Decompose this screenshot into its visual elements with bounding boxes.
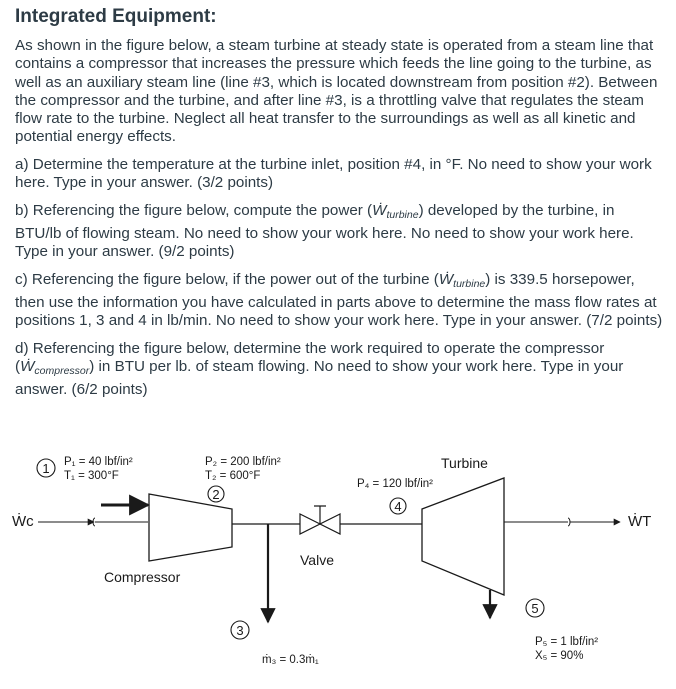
page-title: Integrated Equipment: <box>15 6 217 27</box>
state-4-label <box>390 498 406 514</box>
question-c-post: ) is 339.5 horsepower, then use the information you have calculated in parts above to determine the mass flow rates at positions 1, 3 and 4 in lb/min. No need to show your work here. Type in your answer. (7/2 points) <box>15 271 663 329</box>
valve-label: Valve <box>300 552 334 568</box>
turbine-work-symbol: Ẇ$_{turbine}$ <box>372 202 419 222</box>
question-d-pre: d) Referencing the figure below, determine the work required to operate the compressor ( <box>15 340 605 376</box>
x5-value: X₅ = 90% <box>535 650 584 662</box>
compressor-shape <box>149 494 232 561</box>
turbine-label: Turbine <box>441 455 488 471</box>
turbine-work-output-label: ẆT <box>628 513 652 530</box>
svg-text:1: 1 <box>42 461 50 476</box>
question-b <box>15 202 665 261</box>
system-diagram <box>0 448 676 689</box>
p4-value: P₄ = 120 lbf/in² <box>357 478 433 490</box>
p2-value: P₂ = 200 lbf/in² <box>205 456 281 468</box>
turbine-work-symbol: Ẇ$_{turbine}$ <box>438 271 486 291</box>
throttling-valve <box>300 506 340 534</box>
question-b-post: ) developed by the turbine, in BTU/lb of flowing steam. No need to show your work here. No need to show your work here. Type in your answer. (9/2 points) <box>15 202 634 260</box>
svg-text:4: 4 <box>394 499 402 514</box>
question-c-pre: c) Referencing the figure below, if the power out of the turbine ( <box>15 271 439 289</box>
t1-value: T₁ = 300°F <box>64 470 119 482</box>
compressor-work-input-label: Ẇc <box>12 513 34 530</box>
state-1-label <box>37 456 133 482</box>
t2-value: T₂ = 600°F <box>205 470 261 482</box>
question-d <box>15 340 665 399</box>
turbine-shape <box>422 478 504 595</box>
question-c <box>15 271 665 330</box>
turbine-shaft <box>504 518 570 526</box>
state-3-label <box>231 621 249 639</box>
problem-content <box>15 4 665 409</box>
question-b-pre: b) Referencing the figure below, compute the power ( <box>15 202 373 220</box>
p5-value: P₅ = 1 lbf/in² <box>535 636 599 648</box>
svg-text:3: 3 <box>236 623 244 638</box>
question-d-post: ) in BTU per lb. of steam flowing. No need to show your work here. Type in your answer. (6/2 points) <box>15 358 624 398</box>
state-5-label <box>526 599 544 617</box>
state-2-label <box>205 456 281 502</box>
compressor-shaft <box>93 518 148 526</box>
compressor-work-symbol: Ẇ$_{compressor}$ <box>20 358 90 378</box>
svg-text:5: 5 <box>531 601 539 616</box>
svg-text:2: 2 <box>212 487 220 502</box>
question-a: a) Determine the temperature at the turbine inlet, position #4, in °F. No need to show your work here. Type in your answer. (3/2 points) <box>15 155 652 192</box>
compressor-label: Compressor <box>104 569 181 585</box>
p1-value: P₁ = 40 lbf/in² <box>64 456 133 468</box>
m3-value: ṁ₃ = 0.3ṁ₁ <box>262 654 319 666</box>
intro-paragraph: As shown in the figure below, a steam turbine at steady state is operated from a steam line that contains a compressor that increases the pressure which feeds the line going to the turbine, as well as an auxiliary steam line (line #3, which is located downstream from position #2). Between the compressor and the turbine, and after line #3, is a throttling valve that regulates the steam flow rate to the turbine. Neglect all heat transfer to the surroundings as well as all kinetic and potential energy effects. <box>15 37 658 146</box>
